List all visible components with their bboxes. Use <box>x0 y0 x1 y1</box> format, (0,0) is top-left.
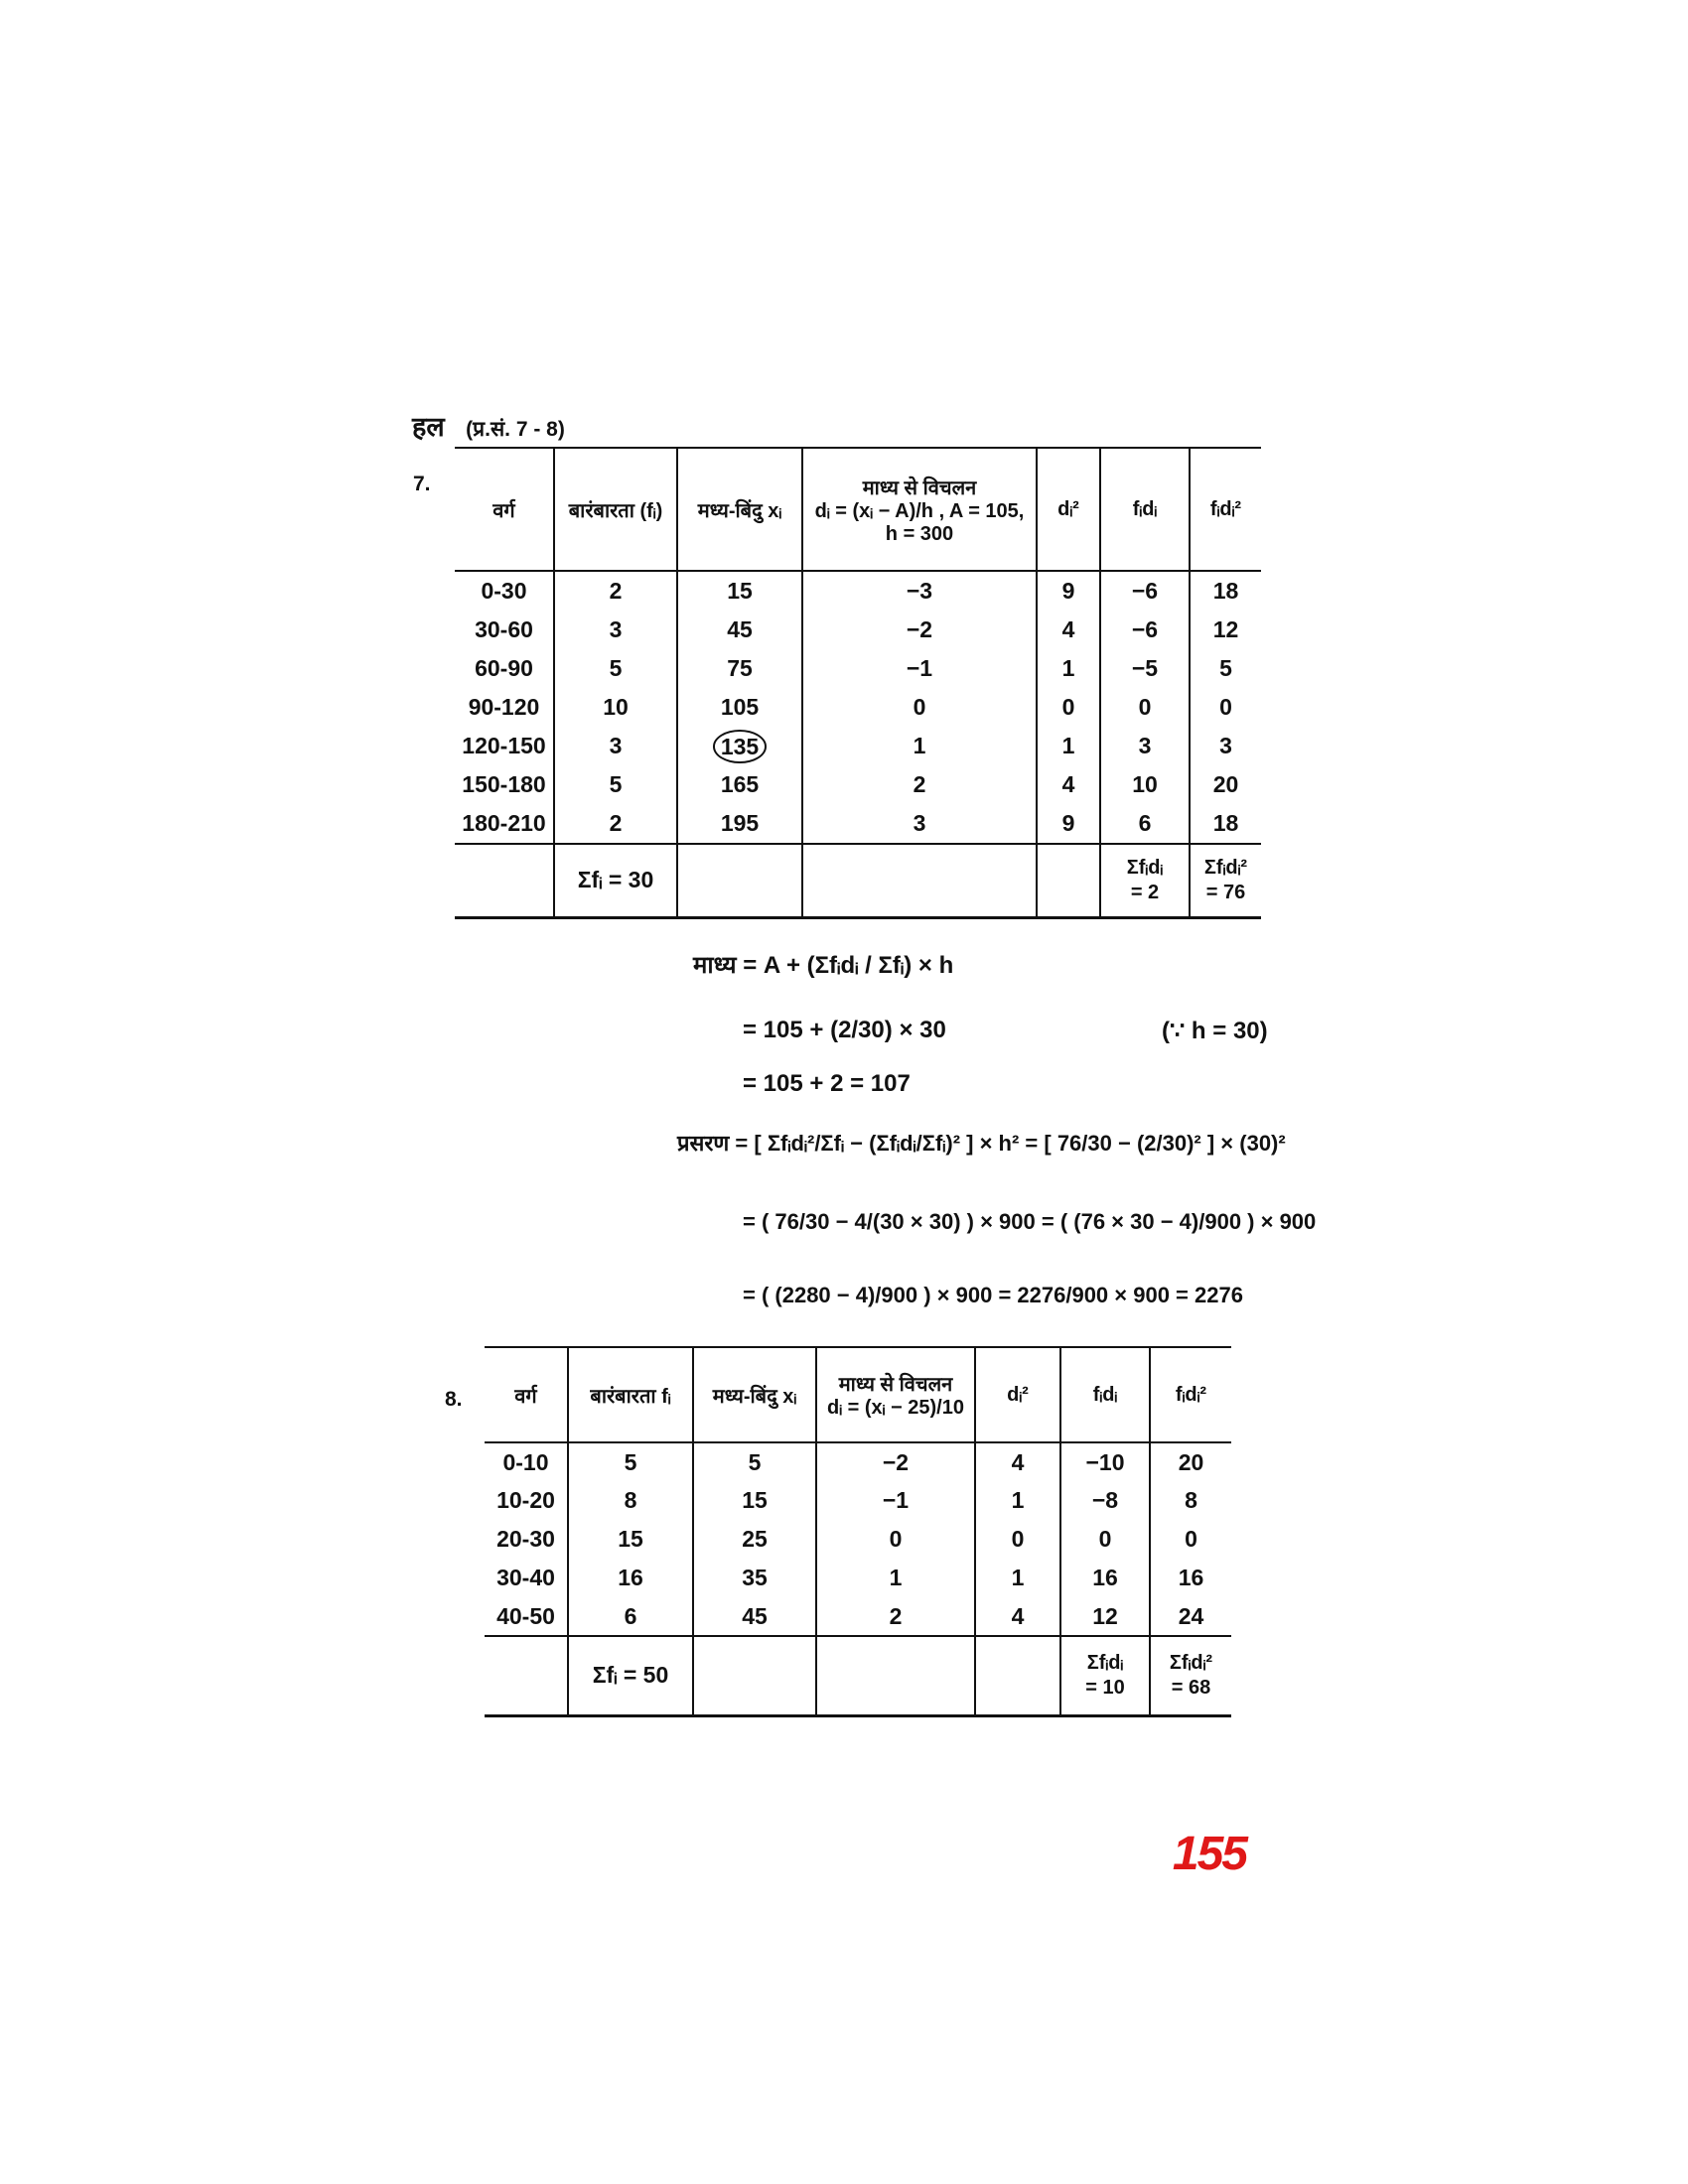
q7-cell: 3 <box>1100 727 1190 765</box>
q8-header-deviation <box>816 1347 975 1442</box>
table-row <box>455 727 1261 765</box>
question-7-number: 7. <box>413 473 431 495</box>
mean-formula-line <box>693 948 953 981</box>
table-row <box>485 1481 1231 1520</box>
q7-cell: 1 <box>1037 649 1100 688</box>
q7-header-row <box>455 448 1261 571</box>
q8-header-class: वर्ग <box>514 1385 537 1408</box>
q7-cell: 10 <box>554 688 677 727</box>
q7-cell: 2 <box>554 571 677 611</box>
q8-total-fd <box>1060 1636 1150 1715</box>
q8-cell: 1 <box>975 1481 1060 1520</box>
q7-cell: −5 <box>1100 649 1190 688</box>
q7-cell: 60-90 <box>475 655 533 681</box>
q7-total-fd-value: = 2 <box>1130 881 1160 903</box>
table-row <box>455 688 1261 727</box>
q7-cell: 4 <box>1037 611 1100 649</box>
q8-cell: 30-40 <box>496 1565 555 1590</box>
q7-header-frequency: बारंबारता (fᵢ) <box>554 448 677 571</box>
q7-cell: 0 <box>1100 688 1190 727</box>
mean-substitution-line: = 105 + (2/30) × 30 <box>743 1017 946 1043</box>
q7-cell: 90-120 <box>468 694 540 720</box>
q8-cell: 0 <box>975 1520 1060 1559</box>
q7-header-fd-squared: fᵢdᵢ² <box>1190 448 1261 571</box>
q8-cell: 8 <box>568 1481 693 1520</box>
q7-cell: 12 <box>1190 611 1261 649</box>
q7-total-frequency: Σfᵢ = 30 <box>554 844 677 917</box>
q7-cell: 0 <box>1190 688 1261 727</box>
q7-cell: 120-150 <box>462 733 546 758</box>
page-number: 155 <box>1172 1828 1246 1880</box>
q7-cell: −6 <box>1100 571 1190 611</box>
q7-cell <box>677 727 802 765</box>
q7-cell: 5 <box>1190 649 1261 688</box>
mean-result-line: = 105 + 2 = 107 <box>743 1070 911 1097</box>
q7-cell: 180-210 <box>462 810 546 836</box>
table-row <box>455 611 1261 649</box>
q7-cell: 150-180 <box>462 771 546 797</box>
variance-label: प्रसरण <box>677 1131 730 1156</box>
q8-cell: 12 <box>1060 1597 1150 1636</box>
q8-cell: 35 <box>693 1559 816 1597</box>
q8-cell: −2 <box>816 1442 975 1481</box>
q7-cell: −1 <box>802 649 1037 688</box>
q8-totals-row <box>485 1636 1231 1715</box>
q8-header-row <box>485 1347 1231 1442</box>
q7-totals-row <box>455 844 1261 917</box>
q8-total-fd2-value: = 68 <box>1171 1676 1211 1699</box>
q8-table <box>485 1346 1231 1717</box>
circled-value: 135 <box>713 730 767 763</box>
q7-total-fd2 <box>1190 844 1261 917</box>
q8-cell: 10-20 <box>496 1487 555 1513</box>
q8-cell: −8 <box>1060 1481 1150 1520</box>
q7-total-fd-label: Σfᵢdᵢ <box>1126 856 1164 879</box>
q7-cell: 0 <box>1037 688 1100 727</box>
q8-total-frequency: Σfᵢ = 50 <box>568 1636 693 1715</box>
q7-table <box>455 447 1261 919</box>
q8-cell: 0 <box>1150 1520 1231 1559</box>
q8-cell: 20 <box>1150 1442 1231 1481</box>
q8-total-fd-label: Σfᵢdᵢ <box>1086 1651 1124 1674</box>
heading-subtitle: (प्र.सं. 7 - 8) <box>466 418 565 441</box>
q8-deviation-title: माध्य से विचलन <box>838 1374 953 1396</box>
q8-cell: 0 <box>816 1520 975 1559</box>
table-row <box>485 1520 1231 1559</box>
q7-cell: 75 <box>677 649 802 688</box>
q8-cell: 0 <box>1060 1520 1150 1559</box>
q7-cell: 3 <box>554 611 677 649</box>
q7-cell: 18 <box>1190 571 1261 611</box>
q7-deviation-title: माध्य से विचलन <box>862 477 977 499</box>
q7-header-deviation <box>802 448 1037 571</box>
q7-cell: 9 <box>1037 804 1100 844</box>
q8-total-fd2 <box>1150 1636 1231 1715</box>
question-8-number: 8. <box>445 1388 463 1411</box>
q8-cell: 16 <box>1150 1559 1231 1597</box>
q8-header-d-squared: dᵢ² <box>975 1347 1060 1442</box>
q8-cell: 25 <box>693 1520 816 1559</box>
variance-result-line: = ( (2280 − 4)/900 ) × 900 = 2276/900 × 900 = 2276 <box>743 1283 1243 1307</box>
q7-header-class: वर्ग <box>492 499 515 522</box>
q7-cell: 5 <box>554 765 677 804</box>
q8-cell: 5 <box>568 1442 693 1481</box>
q8-cell: 16 <box>568 1559 693 1597</box>
q8-deviation-formula: dᵢ = (xᵢ − 25)/10 <box>827 1397 964 1419</box>
heading-title: हल <box>412 412 445 442</box>
q8-cell: 5 <box>693 1442 816 1481</box>
q8-cell: 4 <box>975 1442 1060 1481</box>
q8-header-frequency: बारंबारता fᵢ <box>568 1347 693 1442</box>
q8-cell: 2 <box>816 1597 975 1636</box>
q7-cell: 15 <box>677 571 802 611</box>
table-row <box>485 1597 1231 1636</box>
q7-deviation-formula: dᵢ = (xᵢ − A)/h , A = 105, <box>814 499 1025 522</box>
q7-header-d-squared: dᵢ² <box>1037 448 1100 571</box>
variance-step-line: = ( 76/30 − 4/(30 × 30) ) × 900 = ( (76 × 30 − 4)/900 ) × 900 <box>743 1209 1317 1234</box>
table-row <box>455 804 1261 844</box>
solution-heading <box>412 407 565 444</box>
q8-cell: 15 <box>568 1520 693 1559</box>
q8-header-fd: fᵢdᵢ <box>1060 1347 1150 1442</box>
q7-total-fd2-value: = 76 <box>1205 881 1246 903</box>
q7-cell: −2 <box>802 611 1037 649</box>
q7-cell: 9 <box>1037 571 1100 611</box>
q8-cell: −10 <box>1060 1442 1150 1481</box>
q8-cell: 6 <box>568 1597 693 1636</box>
table-row <box>485 1442 1231 1481</box>
q8-total-fd-value: = 10 <box>1085 1676 1125 1699</box>
q8-cell: −1 <box>816 1481 975 1520</box>
q8-cell: 4 <box>975 1597 1060 1636</box>
q7-cell: 165 <box>677 765 802 804</box>
q7-cell: −6 <box>1100 611 1190 649</box>
q7-cell: 0-30 <box>481 578 527 604</box>
table-row <box>485 1559 1231 1597</box>
mean-formula: = A + (Σfᵢdᵢ / Σfᵢ) × h <box>743 952 954 979</box>
q7-cell: 1 <box>1037 727 1100 765</box>
q7-cell: 0 <box>802 688 1037 727</box>
q8-cell: 15 <box>693 1481 816 1520</box>
table-row <box>455 765 1261 804</box>
h-note: (∵ h = 30) <box>1162 1018 1268 1044</box>
q7-total-fd <box>1100 844 1190 917</box>
q7-cell: 4 <box>1037 765 1100 804</box>
q8-cell: 16 <box>1060 1559 1150 1597</box>
q7-deviation-h: h = 300 <box>885 522 954 545</box>
q7-cell: 10 <box>1100 765 1190 804</box>
table-row <box>455 649 1261 688</box>
q7-cell: 3 <box>554 727 677 765</box>
q7-cell: 2 <box>554 804 677 844</box>
q7-cell: 3 <box>802 804 1037 844</box>
q7-cell: 105 <box>677 688 802 727</box>
q7-header-fd: fᵢdᵢ <box>1100 448 1190 571</box>
q7-cell: 18 <box>1190 804 1261 844</box>
q8-cell: 1 <box>816 1559 975 1597</box>
q7-cell: 6 <box>1100 804 1190 844</box>
q7-cell: 5 <box>554 649 677 688</box>
q8-cell: 24 <box>1150 1597 1231 1636</box>
mean-label: माध्य <box>693 952 737 979</box>
q7-cell: 3 <box>1190 727 1261 765</box>
q7-cell: 30-60 <box>475 616 533 642</box>
q8-cell: 0-10 <box>502 1448 549 1475</box>
q8-cell: 8 <box>1150 1481 1231 1520</box>
q7-header-midpoint: मध्य-बिंदु xᵢ <box>677 448 802 571</box>
q8-header-midpoint: मध्य-बिंदु xᵢ <box>693 1347 816 1442</box>
q7-cell: −3 <box>802 571 1037 611</box>
q7-cell: 1 <box>802 727 1037 765</box>
q8-cell: 1 <box>975 1559 1060 1597</box>
q7-cell: 195 <box>677 804 802 844</box>
q8-cell: 40-50 <box>496 1602 555 1629</box>
q8-cell: 45 <box>693 1597 816 1636</box>
q7-cell: 20 <box>1190 765 1261 804</box>
q8-total-fd2-label: Σfᵢdᵢ² <box>1169 1651 1213 1674</box>
q8-header-fd-squared: fᵢdᵢ² <box>1150 1347 1231 1442</box>
variance-formula-line <box>677 1128 1286 1158</box>
q7-cell: 2 <box>802 765 1037 804</box>
q7-cell: 45 <box>677 611 802 649</box>
variance-formula: = [ Σfᵢdᵢ²/Σfᵢ − (Σfᵢdᵢ/Σfᵢ)² ] × h² = [ 76/30 − (2/30)² ] × (30)² <box>735 1131 1286 1156</box>
table-row <box>455 571 1261 611</box>
q7-total-fd2-label: Σfᵢdᵢ² <box>1203 856 1248 879</box>
q8-cell: 20-30 <box>496 1526 555 1552</box>
